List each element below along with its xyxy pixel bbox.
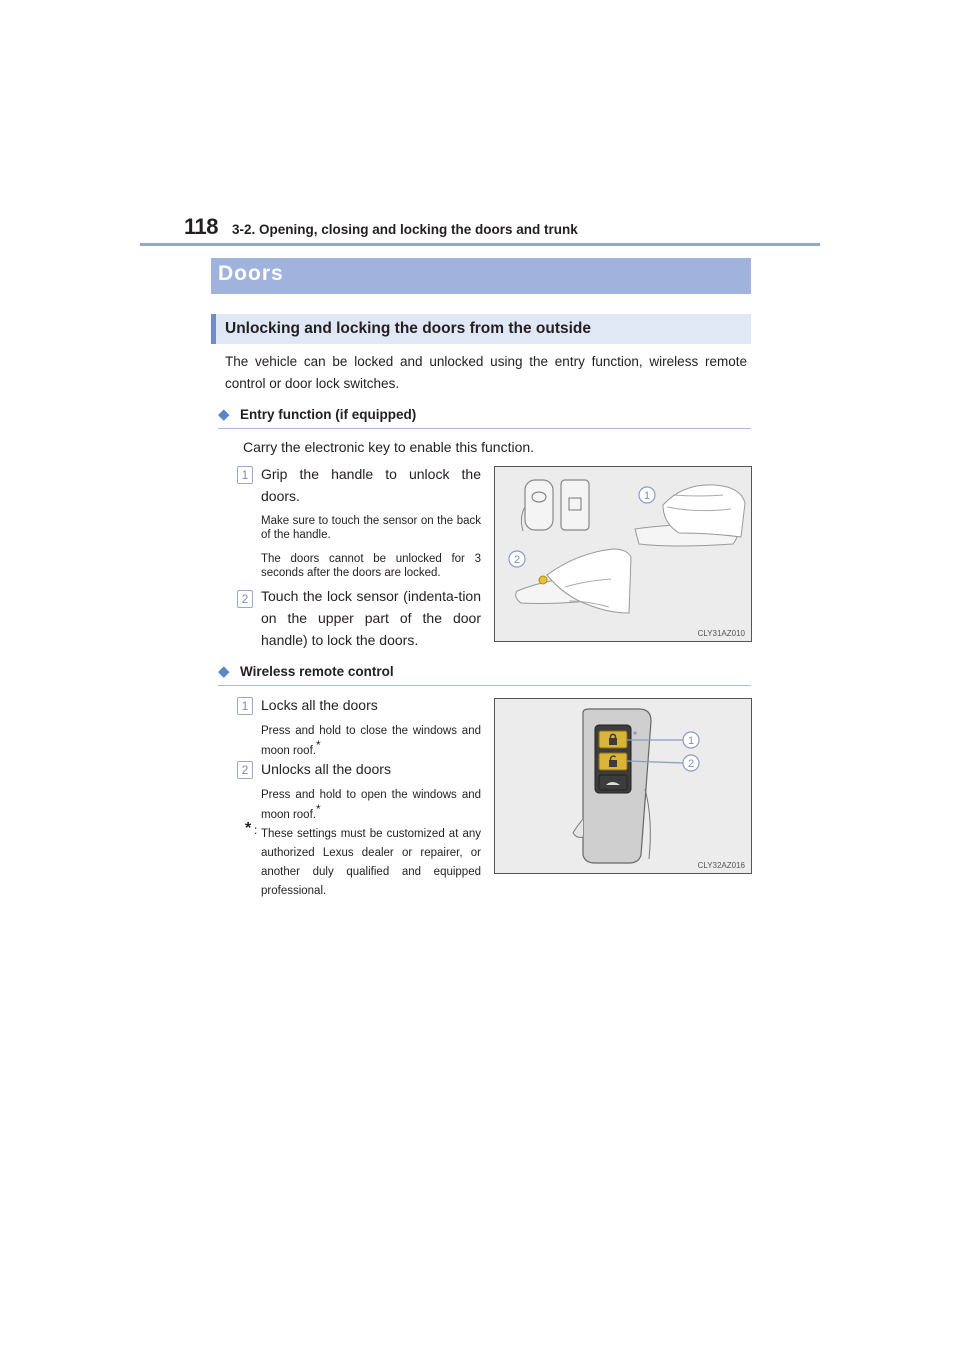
subsection-title: Unlocking and locking the doors from the outside [225, 320, 591, 337]
door-handle-illustration [495, 467, 751, 641]
wireless-heading [218, 662, 394, 681]
step-number-badge: 1 [237, 697, 253, 715]
wireless-lock-title: Locks all the doors [261, 697, 378, 713]
svg-text:1: 1 [687, 735, 695, 747]
wireless-rule [218, 685, 751, 686]
diamond-icon: ◆ [218, 406, 230, 423]
wireless-unlock-title: Unlocks all the doors [261, 761, 391, 777]
step-number-badge: 1 [237, 466, 253, 484]
entry-step-1-note-sensor: Make sure to touch the sensor on the back of the handle. [261, 515, 481, 541]
smart-key-illustration [495, 699, 751, 873]
smart-key-figure [494, 698, 752, 874]
svg-text:2: 2 [687, 758, 695, 770]
step-number-badge: 2 [237, 590, 253, 608]
callout-1 [639, 487, 655, 503]
callout-2 [509, 551, 525, 567]
figure-code: CLY32AZ016 [697, 861, 745, 870]
smart-key-icon [521, 480, 553, 531]
page-number: 118 [184, 214, 218, 239]
footnote-marker: * [315, 738, 321, 752]
section-bar [211, 258, 751, 294]
card-key-icon [561, 480, 589, 530]
callout-2 [683, 755, 699, 771]
diamond-icon: ◆ [218, 663, 230, 680]
entry-step-2-title: Touch the lock sensor (indenta-tion on the upper part of the door handle) to lock the doors. [261, 588, 481, 648]
trunk-button [599, 775, 627, 790]
callout-1 [683, 732, 699, 748]
footnote-asterisk: * [245, 820, 252, 837]
header-rule [140, 243, 820, 246]
chapter-title: 3-2. Opening, closing and locking the doors and trunk [232, 222, 578, 237]
entry-function-heading-text: Entry function (if equipped) [240, 407, 417, 422]
entry-step-1-title: Grip the handle to unlock the doors. [261, 466, 481, 504]
svg-text:1: 1 [643, 490, 651, 502]
door-handle-figure [494, 466, 752, 642]
figure-code: CLY31AZ010 [697, 629, 745, 638]
entry-step-1-note-delay: The doors cannot be unlocked for 3 seconds after the doors are locked. [261, 553, 481, 579]
unlock-button [599, 753, 627, 770]
entry-function-rule [218, 428, 751, 429]
intro-paragraph: The vehicle can be locked and unlocked using the entry function, wireless remote control or door lock switches. [225, 354, 747, 391]
footnote-marker: * [315, 802, 321, 816]
footnote-colon: : [254, 823, 258, 837]
subsection-accent [211, 314, 216, 344]
step-number-badge: 2 [237, 761, 253, 779]
wireless-unlock-note: Press and hold to open the windows and moon roof.* [261, 789, 481, 821]
section-title: Doors [218, 262, 284, 285]
lock-button [599, 731, 627, 748]
entry-function-lead: Carry the electronic key to enable this function. [243, 439, 535, 455]
wireless-lock-note: Press and hold to close the windows and moon roof.* [261, 725, 481, 757]
entry-function-heading [218, 405, 416, 424]
footnote-text: These settings must be customized at any authorized Lexus dealer or repairer, or another duly qualified and equipped professional. [261, 828, 481, 897]
wireless-heading-text: Wireless remote control [240, 664, 394, 679]
svg-text:2: 2 [513, 554, 521, 566]
